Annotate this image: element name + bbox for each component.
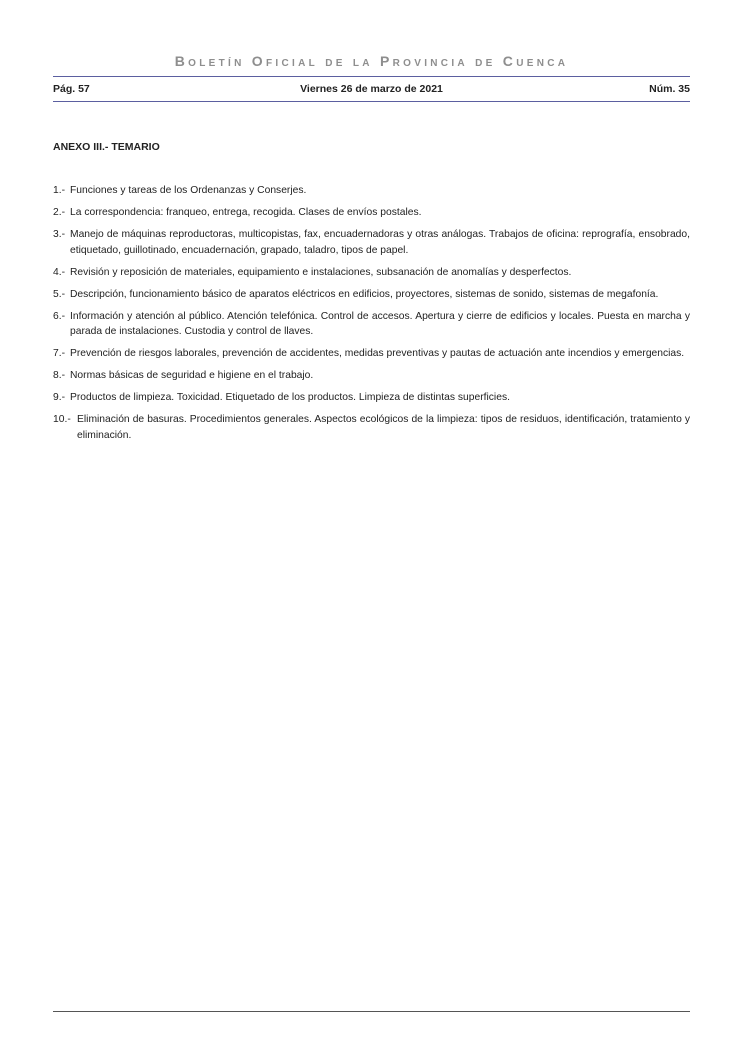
issue-number: Núm. 35 xyxy=(649,83,690,95)
item-text: Descripción, funcionamiento básico de aparatos eléctricos en edificios, proyectores, sistemas de sonido, sistemas de megafonía. xyxy=(70,288,659,300)
item-number: 5.- xyxy=(53,288,66,300)
item-text: Prevención de riesgos laborales, prevención de accidentes, medidas preventivas y pautas de actuación ante incendios y emergencias. xyxy=(70,348,685,359)
syllabus-item xyxy=(53,346,690,362)
page-header-line xyxy=(53,83,690,99)
bulletin-masthead: Boletín Oficial de la Provincia de Cuenca xyxy=(174,53,569,69)
syllabus-item xyxy=(53,183,690,199)
syllabus-item xyxy=(53,265,690,281)
item-text: Manejo de máquinas reproductoras, multicopistas, fax, encuadernadoras y otras análogas. Trabajos de oficina: reprografía, ensobrado, etiquetado, guillotinado, encuadernación, grapado, taladro, tipos de papel. xyxy=(70,229,690,256)
item-number: 10.- xyxy=(53,414,71,425)
item-text: Información y atención al público. Atención telefónica. Control de accesos. Apertura y cierre de edificios y locales. Puesta en marcha y parada de instalaciones. Custodia y control de llaves. xyxy=(70,310,690,337)
issue-date: Viernes 26 de marzo de 2021 xyxy=(300,83,443,95)
syllabus-item xyxy=(53,287,690,303)
item-text: Normas básicas de seguridad e higiene en el trabajo. xyxy=(70,370,314,381)
item-text: Revisión y reposición de materiales, equipamiento e instalaciones, subsanación de anomalías y desperfectos. xyxy=(70,266,572,278)
item-number: 1.- xyxy=(53,185,66,196)
item-text: Productos de limpieza. Toxicidad. Etiquetado de los productos. Limpieza de distintas superficies. xyxy=(70,392,510,403)
item-text: La correspondencia: franqueo, entrega, recogida. Clases de envíos postales. xyxy=(70,207,422,218)
syllabus-item xyxy=(53,205,690,221)
item-number: 6.- xyxy=(53,310,66,322)
item-number: 3.- xyxy=(53,229,66,240)
annex-title: ANEXO III.- TEMARIO xyxy=(53,141,160,153)
syllabus-item xyxy=(53,368,690,384)
item-text: Eliminación de basuras. Procedimientos generales. Aspectos ecológicos de la limpieza: tipos de residuos, identificación, tratamiento y eliminación. xyxy=(77,414,690,441)
item-text: Funciones y tareas de los Ordenanzas y Conserjes. xyxy=(70,185,307,196)
syllabus-item xyxy=(53,390,690,406)
header-bottom-rule xyxy=(53,101,690,102)
syllabus-list xyxy=(53,183,690,450)
item-number: 8.- xyxy=(53,370,66,381)
header-top-rule xyxy=(53,76,690,77)
syllabus-item xyxy=(53,227,690,258)
item-number: 4.- xyxy=(53,266,66,278)
item-number: 2.- xyxy=(53,207,66,218)
item-number: 7.- xyxy=(53,348,66,359)
footer-rule xyxy=(53,1011,690,1012)
item-number: 9.- xyxy=(53,392,66,403)
syllabus-item xyxy=(53,412,690,443)
syllabus-item xyxy=(53,309,690,340)
page-number: Pág. 57 xyxy=(53,83,90,95)
